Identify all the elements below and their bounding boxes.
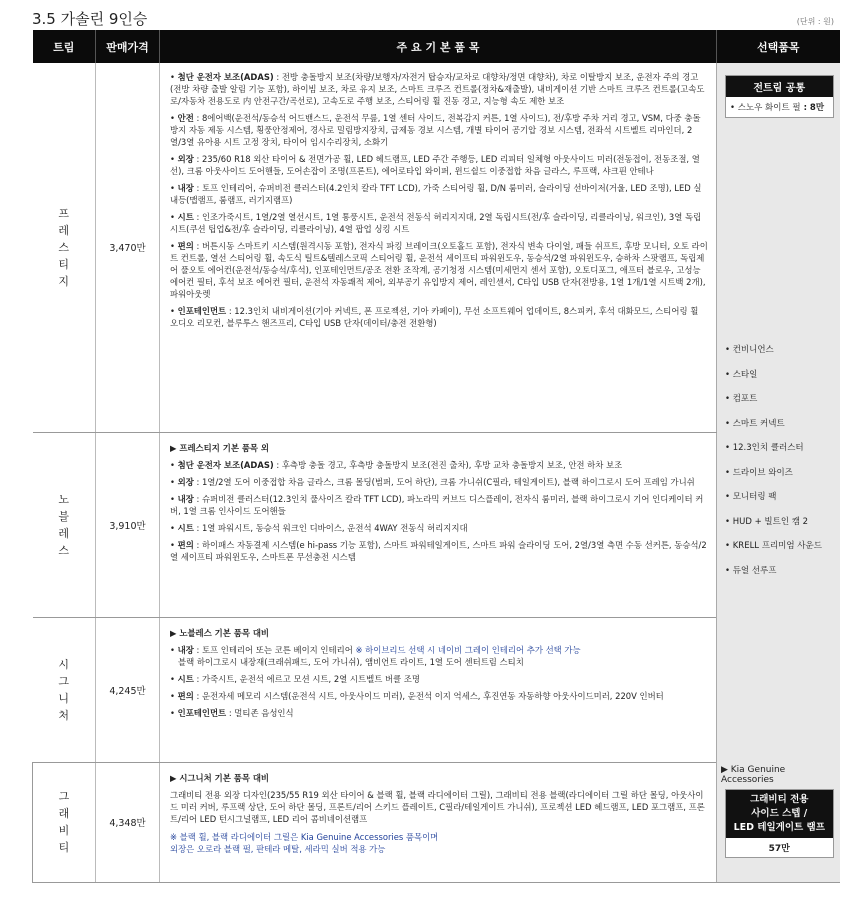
main-signature	[160, 617, 717, 762]
price-noblesse: 3,910만	[96, 432, 160, 617]
trim-gravity: 그 래 비 티	[33, 762, 96, 882]
kia-accessory-box	[725, 789, 834, 858]
kia-accessory-price: 57만	[768, 844, 790, 854]
signature-section: • 인포테인먼트 : 멀티존 음성인식	[170, 707, 294, 718]
prestige-section: • 편의 : 버튼시동 스마트키 시스템(원격시동 포함), 전자식 파킹 브레이크(오토홀드 포함), 전자식 변속 다이얼, 패들 쉬프트, 후방 모니터, 오토 라이트 컨트롤, 열선 스티어링 휠, 속도식 틸트&텔레스코픽 스티어링 휠, 운전석 세이프티 파워윈도우, 동승석/2열 파워윈도우, 승하차 스팟램프, 독립제어 풀오토 에어컨(운전석/동승석/후석), 인포테인먼트/공조 전환 조작계, 공기청정 시스템(미세먼지 센서 포함), 오토디포그, 애프터 블로우, 고성능 에어컨 필터, 후석 보조 에어컨 필터, 운전석 자동쾌적 제어, 외부공기 유입방지 제어, 레인센서, C타입 USB 단자(전방용, 1열 1개/1열 시트백 2개), 파워아웃렛	[170, 241, 708, 299]
noblesse-section: • 시트 : 1열 파워시트, 동승석 워크인 디바이스, 운전석 4WAY 전동식 허리지지대	[170, 522, 468, 533]
noblesse-section: • 첨단 운전자 보조(ADAS) : 후측방 충돌 경고, 후측방 충돌방지 보조(전진 출차), 후방 교차 충돌방지 보조, 안전 하차 보조	[170, 459, 623, 470]
trim-signature: 시 그 니 처	[33, 617, 96, 762]
option-item: • 12.3인치 클러스터	[725, 443, 804, 453]
noblesse-section: • 외장 : 1열/2열 도어 이중접합 차음 글라스, 크롬 몰딩(범퍼, 도어 하단), 크롬 가니쉬(C필라, 테일게이트), 블랙 하이그로시 도어 프레임 가니쉬	[170, 476, 695, 487]
noblesse-section: • 내장 : 슈퍼비전 클러스터(12.3인치 풀사이즈 칼라 TFT LCD), 파노라믹 커브드 디스플레이, 전자식 룸미러, 블랙 하이그로시 기어 인디케이터 커버, 1열 크롬 인사이드 도어핸들	[170, 493, 704, 516]
header-price: 판매가격	[96, 30, 160, 63]
noblesse-section: • 편의 : 하이패스 자동결제 시스템(e hi-pass 기능 포함), 스마트 파워테일게이트, 스마트 파워 슬라이딩 도어, 2열/3열 측면 수동 선커튼, 동승석/2열 세이프티 파워윈도우, 스마트폰 무선충전 시스템	[170, 539, 707, 562]
unit-label: (단위 : 원)	[796, 17, 834, 26]
gravity-heading: ▶ 시그니처 기본 품목 대비	[170, 772, 270, 783]
main-gravity	[160, 762, 717, 882]
option-item: • 컴포트	[725, 394, 758, 404]
price-gravity: 4,348만	[96, 762, 160, 882]
option-item: • 듀얼 선루프	[725, 565, 777, 576]
options-column	[717, 63, 840, 882]
option-item: • 모니터링 팩	[725, 492, 777, 502]
price-table	[32, 30, 840, 883]
kia-accessory-title: 그래비티 전용 사이드 스텝 / LED 테일게이트 램프	[726, 790, 833, 838]
header-options: 선택품목	[717, 30, 840, 63]
header-trim: 트림	[33, 30, 96, 63]
header-main: 주 요 기 본 품 목	[160, 30, 717, 63]
gravity-note: ※ 블랙 휠, 블랙 라디에이터 그릴은 Kia Genuine Accessories 품목이며 외장은 오로라 블랙 펄, 판테라 메탈, 세라믹 실버 적용 가능	[170, 831, 439, 854]
option-item: • 스마트 커넥트	[725, 418, 785, 429]
prestige-section: • 외장 : 235/60 R18 외산 타이어 & 전면가공 휠, LED 헤드램프, LED 주간 주행등, LED 리피터 일체형 아웃사이드 미러(전동접이, 전동조절, 열선), 크롬 아웃사이드 도어핸들, 도어손잡이 조명(프론트), 에어로타입 와이퍼, 윈드쉴드 이중접합 차음 글라스, 루프랙, 샤크핀 안테나	[170, 154, 700, 176]
prestige-section: • 첨단 운전자 보조(ADAS) : 전방 충돌방지 보조(차량/보행자/자전거 탑승자/교차로 대향차/정면 대향차), 차로 이탈방지 보조, 운전자 주의 경고(전방 차량 출발 알림 기능 포함), 하이빔 보조, 차로 유지 보조, 스마트 크루즈 컨트롤(정차&재출발), 내비게이션 기반 스마트 크루즈 컨트롤(고속도로/자동차 전용도로 内 안전구간/곡선로), 고속도로 주행 보조, 스티어링 휠 진동 경고, 지능형 속도 제한 보조	[170, 72, 705, 106]
prestige-section: • 인포테인먼트 : 12.3인치 내비게이션(기아 커넥트, 폰 프로젝션, 기아 카페이), 무선 소프트웨어 업데이트, 8스피커, 후석 대화모드, 스티어링 휠 오디오 리모컨, 블루투스 핸즈프리, C타입 USB 단자(데이터/충전 전환형)	[170, 306, 699, 328]
table-header-row	[33, 30, 840, 63]
signature-interior: • 내장 : 토프 인테리어 또는 코튼 베이지 인테리어 ※ 하이브리드 선택 시 네이비 그레이 인테리어 추가 선택 가능 블랙 하이그로시 내장재(크래쉬패드, 도어 가니쉬), 앰비언트 라이트, 1열 도어 센터트림 스티치	[170, 644, 581, 667]
row-prestige	[33, 63, 840, 432]
kia-accessories-label: ▶ Kia Genuine Accessories	[721, 765, 786, 785]
main-prestige	[160, 63, 717, 432]
option-item: • HUD + 빌트인 캠 2	[725, 516, 809, 527]
option-item: • 드라이브 와이즈	[725, 467, 793, 478]
common-option-box	[725, 75, 834, 118]
prestige-section: • 내장 : 토프 인테리어, 슈퍼비전 클러스터(4.2인치 칼라 TFT LCD), 가죽 스티어링 휠, D/N 룸미러, 슬라이딩 선바이저(거울, LED 조명), LED 실내등(맵램프, 룸램프, 러기지램프)	[170, 183, 702, 205]
price-prestige: 3,470만	[96, 63, 160, 432]
option-item: • 스타일	[725, 369, 758, 380]
common-option-price: : 8만	[800, 103, 825, 113]
option-item: • 컨비니언스	[725, 345, 774, 355]
page-title: 3.5 가솔린 9인승	[32, 10, 148, 28]
option-item: • KRELL 프리미엄 사운드	[725, 541, 822, 551]
noblesse-heading: ▶ 프레스티지 기본 품목 외	[170, 442, 270, 453]
signature-heading: ▶ 노블레스 기본 품목 대비	[170, 627, 270, 638]
trim-prestige: 프 레 스 티 지	[33, 63, 96, 432]
trim-noblesse: 노 블 레 스	[33, 432, 96, 617]
prestige-section: • 시트 : 인조가죽시트, 1열/2열 열선시트, 1열 통풍시트, 운전석 전동식 허리지지대, 2열 독립시트(전/후 슬라이딩, 리클라이닝, 워크인), 3열 독립시트(쿠션 팁업&전/후 슬라이딩, 리클라이닝), 4열 팝업 싱킹 시트	[170, 212, 702, 234]
main-noblesse	[160, 432, 717, 617]
option-list	[717, 338, 840, 583]
price-signature: 4,245만	[96, 617, 160, 762]
signature-section: • 편의 : 운전자세 메모리 시스템(운전석 시트, 아웃사이드 미러), 운전석 이지 억세스, 후진연동 자동하향 아웃사이드미러, 220V 인버터	[170, 690, 664, 701]
common-option-item: • 스노우 화이트 펄	[730, 103, 801, 113]
signature-section: • 시트 : 가죽시트, 운전석 에르고 모션 시트, 2열 시트벨트 버클 조명	[170, 673, 420, 684]
gravity-text: 그래비티 전용 외장 디자인(235/55 R19 외산 타이어 & 블랙 휠, 블랙 라디에이터 그릴), 그래비티 전용 블랙(라디에이터 그릴 하단 몰딩, 아웃사이드 미러 커버, 루프랙 상단, 도어 하단 몰딩, 프론트/리어 스키드 플레이트, C필라/테일게이트 가니쉬), 프로젝션 LED 헤드램프, LED 포그램프, 프론트/리어 LED 턴시그널램프, LED 리어 콤비네이션램프	[170, 789, 705, 824]
common-option-title: 전트림 공통	[726, 76, 833, 97]
prestige-section: • 안전 : 8에어백(운전석/동승석 어드밴스드, 운전석 무릎, 1열 센터 사이드, 전복감지 커튼, 1열 사이드), 전/후방 주차 거리 경고, VSM, 다중 충돌방지 자동 제동 시스템, 횡풍안정제어, 경사로 밀림방지장치, 급제동 경보 시스템, 개별 타이어 공기압 경보 시스템, 전좌석 시트벨트 리마인더, 2열/3열 유아용 시트 고정 장치, 타이어 임시수리장치, 소화기	[170, 113, 701, 147]
